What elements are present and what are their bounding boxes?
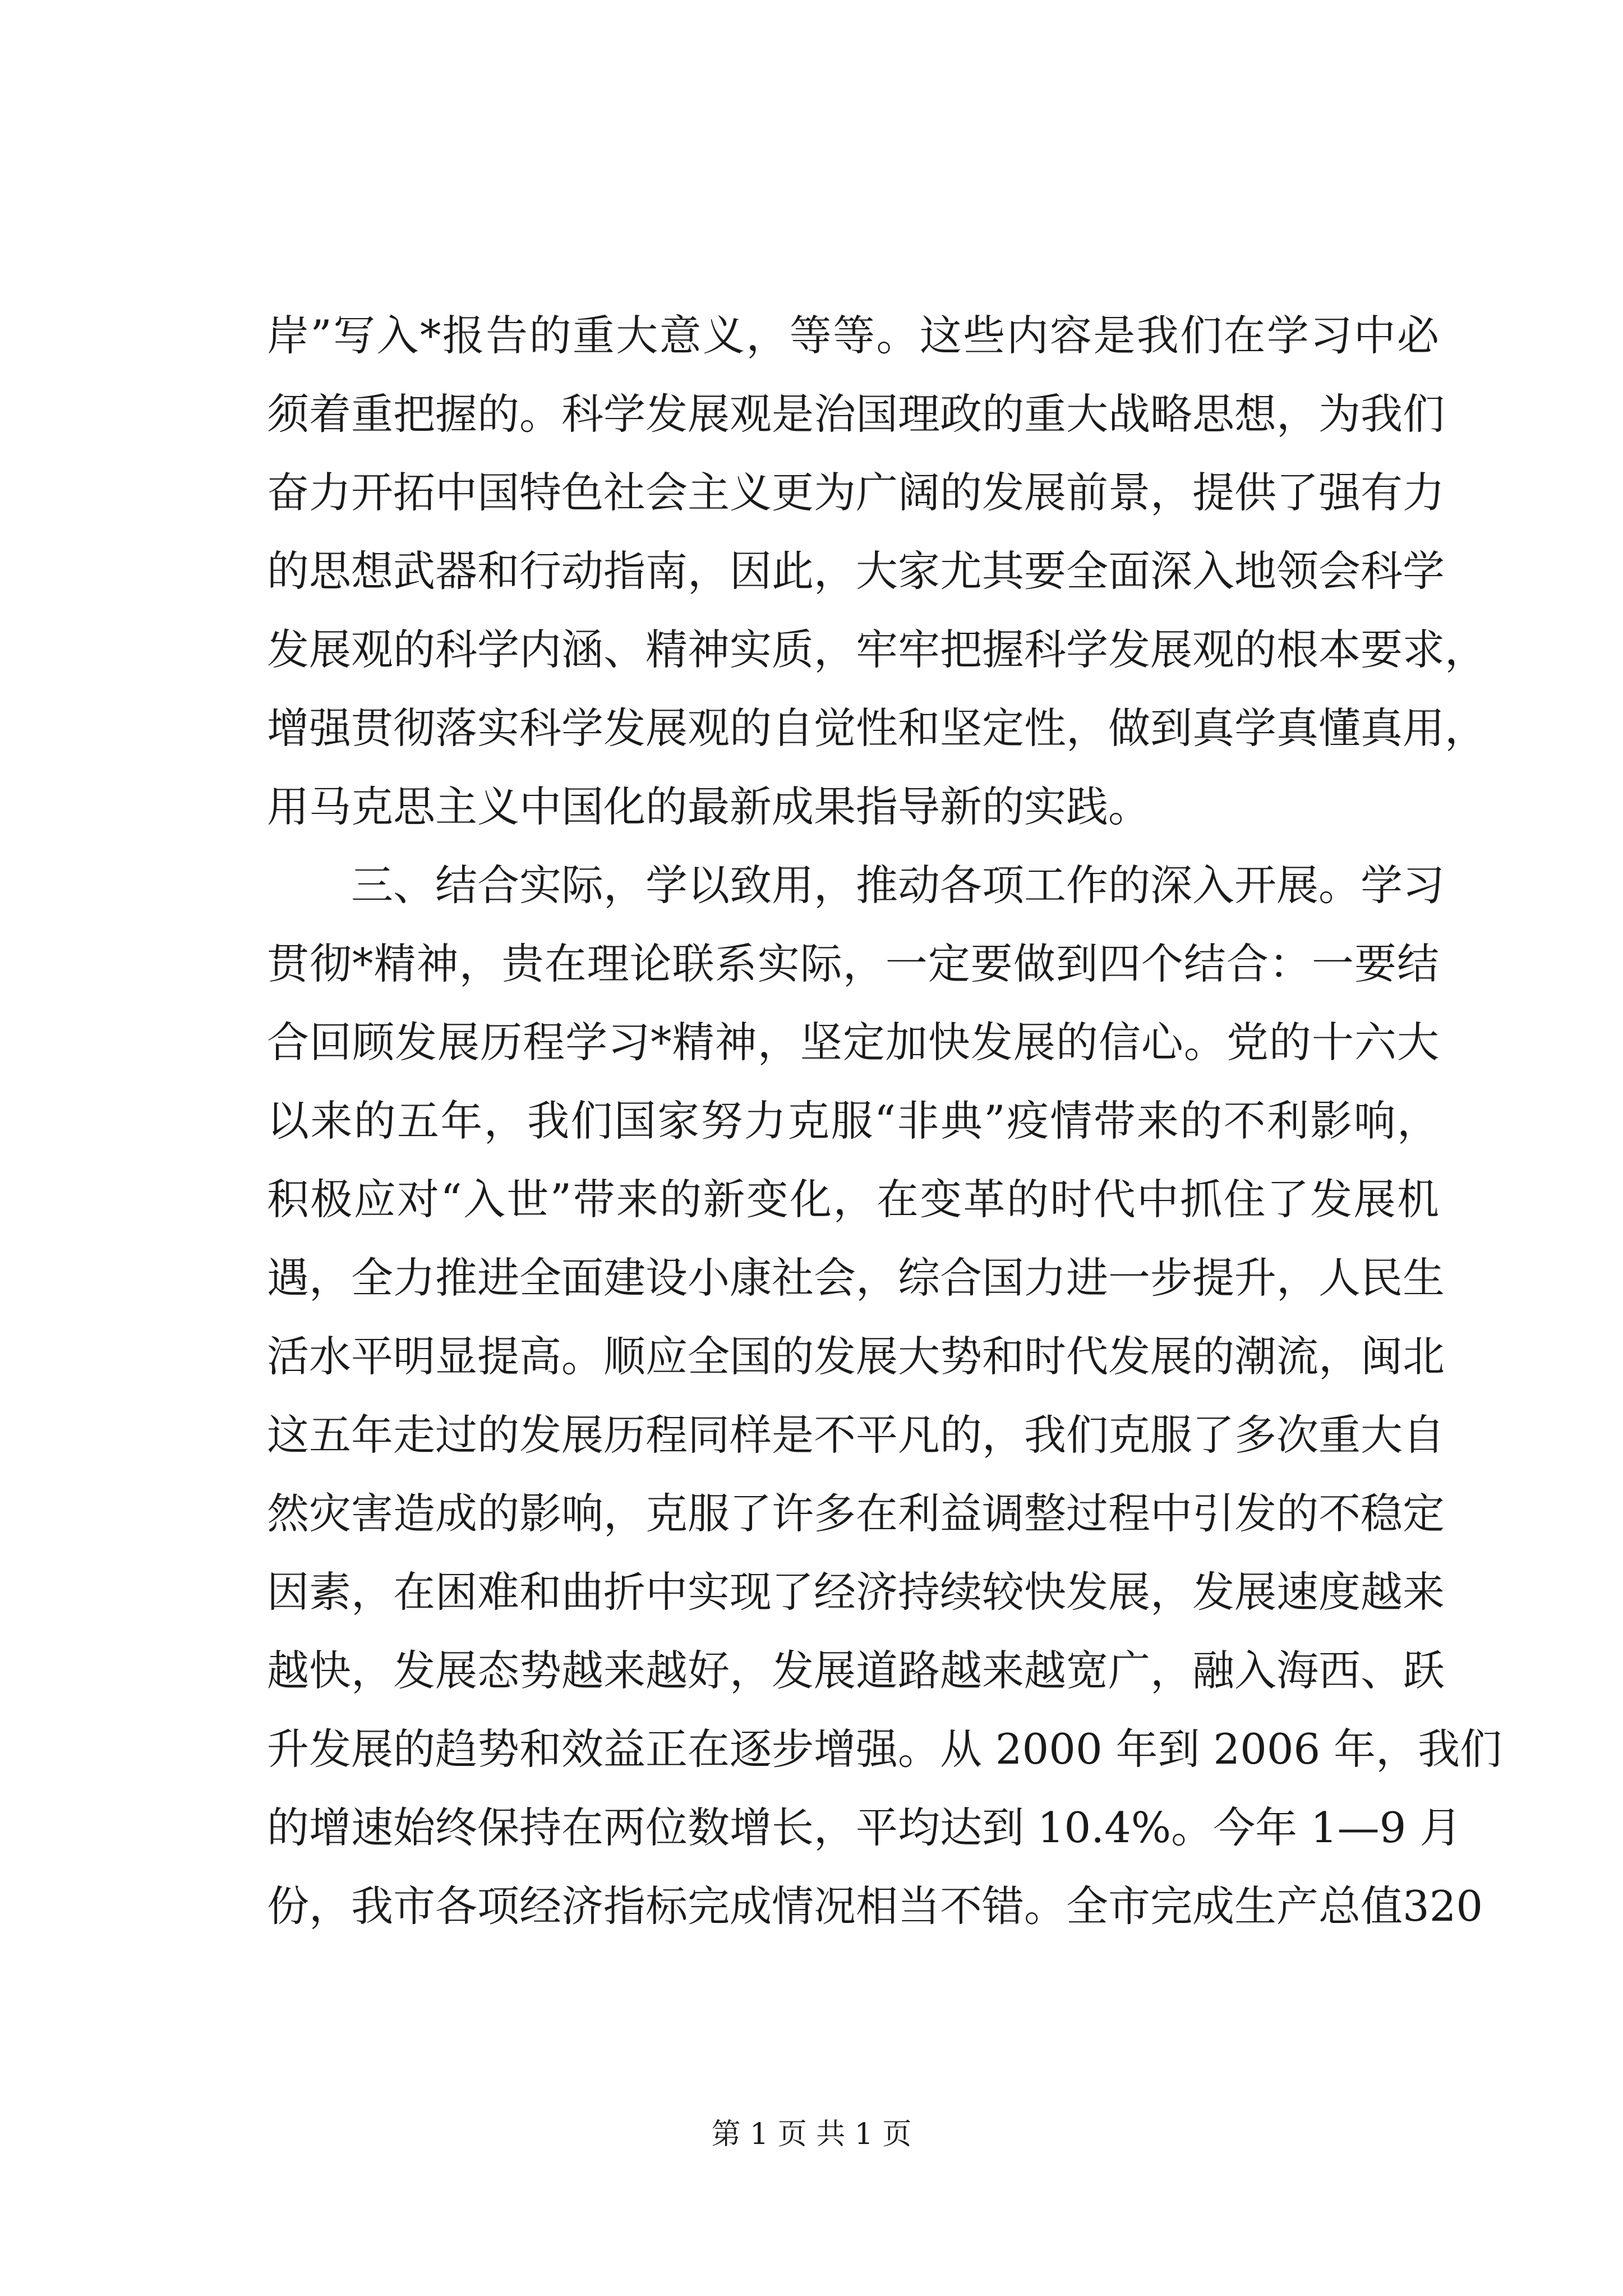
paragraph-2-line-9: 然灾害造成的影响，克服了许多在利益调整过程中引发的不稳定 (267, 1489, 1445, 1538)
page-footer: 第 1 页 共 1 页 (711, 2118, 912, 2151)
paragraph-2-line-12: 升发展的趋势和效益正在逐步增强。从 2000 年到 2006 年，我们 (267, 1724, 1502, 1774)
paragraph-2-line-10: 因素，在困难和曲折中实现了经济持续较快发展，发展速度越来 (267, 1567, 1445, 1617)
paragraph-2-line-8: 这五年走过的发展历程同样是不平凡的，我们克服了多次重大自 (267, 1410, 1445, 1460)
paragraph-1-line-3: 奋力开拓中国特色社会主义更为广阔的发展前景，提供了强有力 (267, 468, 1445, 517)
paragraph-2-line-13: 的增速始终保持在两位数增长，平均达到 10.4%。今年 1—9 月 (267, 1803, 1462, 1852)
paragraph-2-line-7: 活水平明显提高。顺应全国的发展大势和时代发展的潮流，闽北 (267, 1332, 1445, 1381)
paragraph-2-line-6: 遇，全力推进全面建设小康社会，综合国力进一步提升，人民生 (267, 1253, 1445, 1303)
paragraph-2-line-1: 三、结合实际，学以致用，推动各项工作的深入开展。学习 (351, 861, 1445, 910)
paragraph-1-line-4: 的思想武器和行动指南，因此，大家尤其要全面深入地领会科学 (267, 546, 1445, 596)
paragraph-2-line-2: 贯彻*精神，贵在理论联系实际，一定要做到四个结合：一要结 (267, 939, 1439, 988)
paragraph-2-line-3: 合回顾发展历程学习*精神，坚定加快发展的信心。党的十六大 (267, 1018, 1439, 1067)
paragraph-1-line-5: 发展观的科学内涵、精神实质，牢牢把握科学发展观的根本要求， (267, 625, 1487, 674)
paragraph-1-line-6: 增强贯彻落实科学发展观的自觉性和坚定性，做到真学真懂真用， (267, 703, 1487, 753)
paragraph-1-line-7: 用马克思主义中国化的最新成果指导新的实践。 (267, 782, 1151, 831)
paragraph-2-line-4: 以来的五年，我们国家努力克服“非典”疫情带来的不利影响， (267, 1096, 1439, 1145)
paragraph-1-line-2: 须着重把握的。科学发展观是治国理政的重大战略思想，为我们 (267, 389, 1445, 439)
paragraph-1-line-1: 岸”写入*报告的重大意义，等等。这些内容是我们在学习中必 (267, 311, 1439, 360)
paragraph-2-line-14: 份，我市各项经济指标完成情况相当不错。全市完成生产总值320 (267, 1881, 1483, 1931)
paragraph-2-line-5: 积极应对“入世”带来的新变化，在变革的时代中抓住了发展机 (267, 1175, 1439, 1224)
document-body (267, 296, 1502, 1945)
paragraph-2-line-11: 越快，发展态势越来越好，发展道路越来越宽广，融入海西、跃 (267, 1646, 1445, 1695)
